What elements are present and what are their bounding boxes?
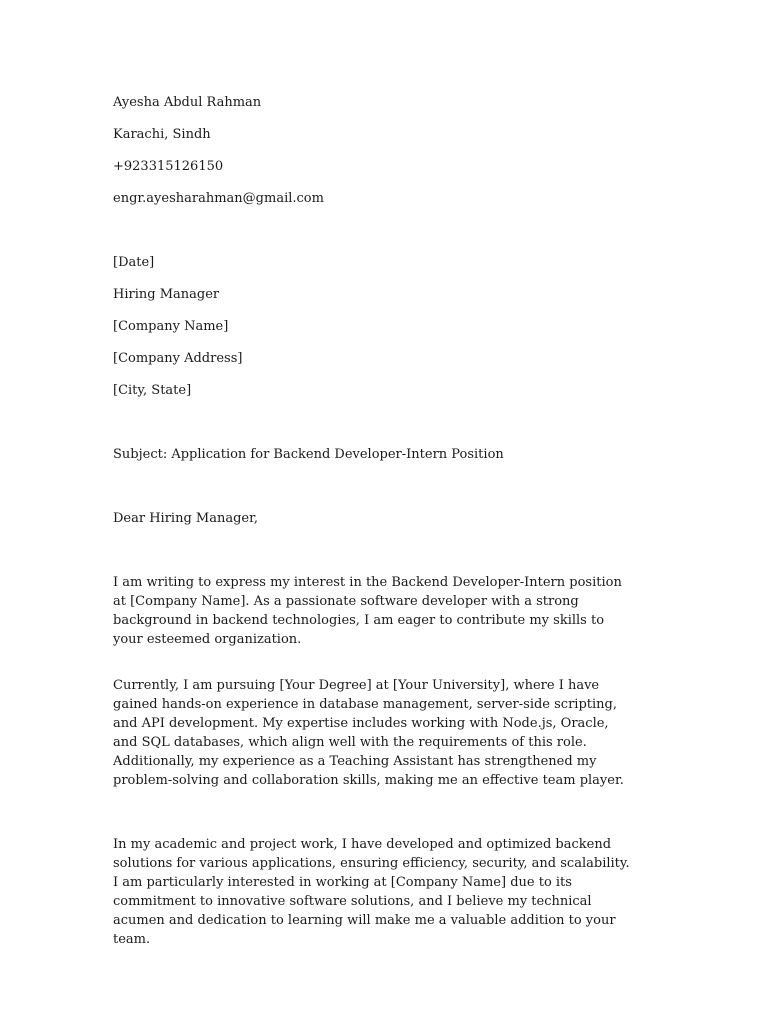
sender-location: Karachi, Sindh xyxy=(113,127,211,142)
letter-salutation: Dear Hiring Manager, xyxy=(113,511,259,526)
sender-phone: +923315126150 xyxy=(113,159,224,174)
letter-date: [Date] xyxy=(113,255,155,270)
body-paragraph-3: In my academic and project work, I have developed and optimized backend solutions for various applications, ensuring efficiency, security, and scalability. I am particularly interested in working at [Company Name] due to its commitment to innovative software solutions, and I believe my technical acumen and dedication to learning will make me a valuable addition to your team. xyxy=(113,837,630,947)
sender-email: engr.ayesharahman@gmail.com xyxy=(113,191,324,206)
recipient-company: [Company Name] xyxy=(113,319,229,334)
body-paragraph-1: I am writing to express my interest in the Backend Developer-Intern position at [Company Name]. As a passionate software developer with a strong background in backend technologies, I am eager to contribute my skills to your esteemed organization. xyxy=(113,575,622,647)
sender-name: Ayesha Abdul Rahman xyxy=(113,95,262,110)
recipient-city-state: [City, State] xyxy=(113,383,192,398)
letter-subject: Subject: Application for Backend Developer-Intern Position xyxy=(113,447,504,462)
recipient-title: Hiring Manager xyxy=(113,287,220,302)
recipient-address: [Company Address] xyxy=(113,351,243,366)
body-paragraph-2: Currently, I am pursuing [Your Degree] at [Your University], where I have gained hands-on experience in database management, server-side scripting, and API development. My expertise includes working with Node.js, Oracle, and SQL databases, which align well with the requirements of this role. Additionally, my experience as a Teaching Assistant has strengthened my problem-solving and collaboration skills, making me an effective team player. xyxy=(113,678,624,788)
